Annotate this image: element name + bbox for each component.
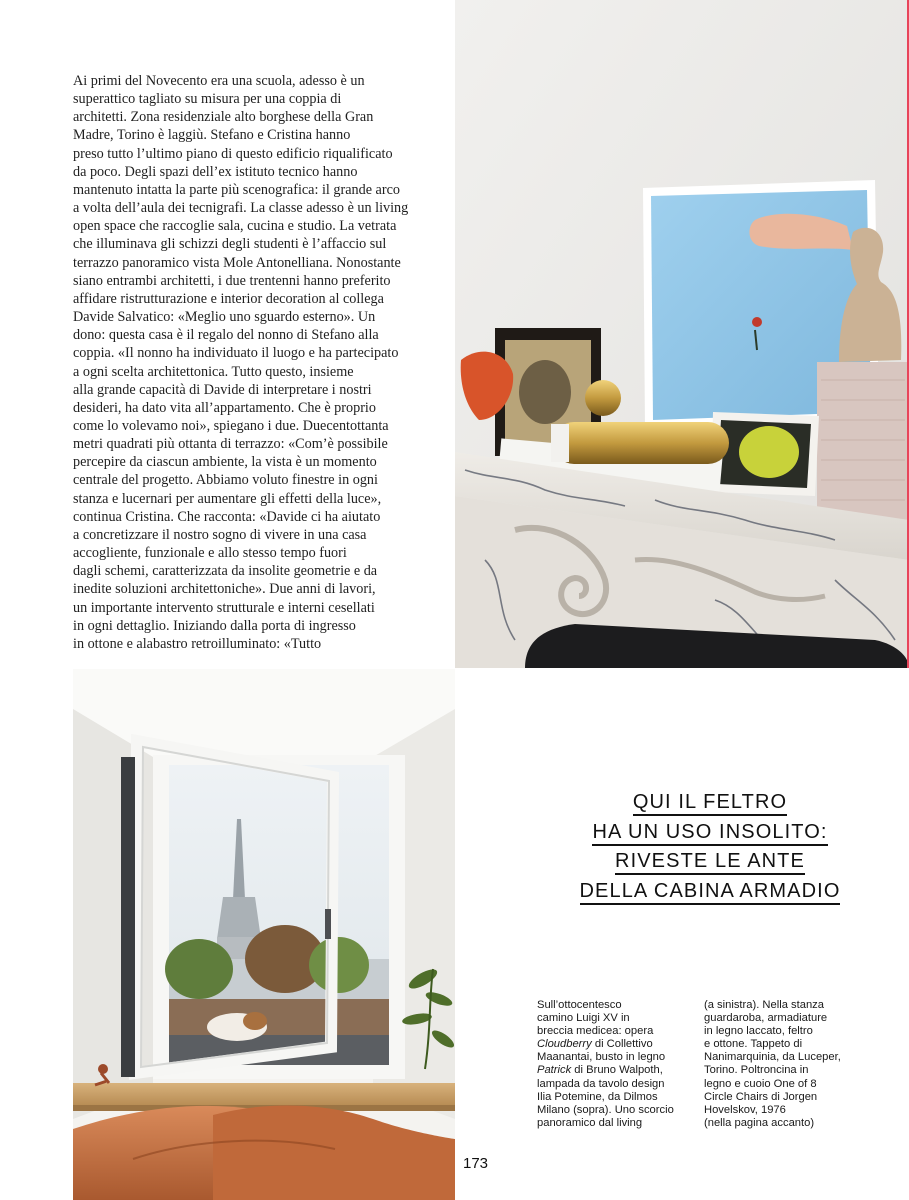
- article-line: continua Cristina. Che racconta: «Davide ci ha aiutato: [73, 508, 381, 525]
- article-line: affidare ristrutturazione e interior decoration al collega: [73, 290, 384, 307]
- article-line: che illuminava gli schizzi degli studenti è l’affaccio sul: [73, 236, 387, 253]
- caption-line: Torino. Poltroncina in: [704, 1064, 809, 1077]
- caption-line: Ilia Potemine, da Dilmos: [537, 1090, 658, 1103]
- article-line: superattico tagliato su misura per una coppia di: [73, 91, 342, 108]
- article-line: a ogni scelta architettonica. Tutto questo, insieme: [73, 363, 354, 380]
- article-line: Ai primi del Novecento era una scuola, adesso è un: [73, 73, 365, 89]
- article-line: terrazzo panoramico vista Mole Antonelliana. Nonostante: [73, 254, 401, 271]
- article-line: percepire da ciascun ambiente, la vista è un momento: [73, 454, 377, 471]
- pull-quote-line: QUI IL FELTRO: [540, 788, 880, 818]
- page-number: 173: [463, 1155, 489, 1172]
- article-line: centrale del progetto. Abbiamo voluto finestre in ogni: [73, 472, 378, 489]
- article-line: in ottone e alabastro retroilluminato: «Tutto: [73, 635, 322, 652]
- article-line: un importante intervento strutturale e interni cesellati: [73, 599, 375, 616]
- pull-quote-line: DELLA CABINA ARMADIO: [540, 877, 880, 907]
- caption-line: (nella pagina accanto): [704, 1116, 815, 1129]
- caption-line: Circle Chairs di Jorgen: [704, 1090, 818, 1103]
- article-line: stanza e lucernari per aumentare gli effetti della luce»,: [73, 490, 382, 507]
- article-line: inedite soluzioni architettoniche». Due anni di lavori,: [73, 581, 376, 598]
- caption-line: guardaroba, armadiature: [704, 1012, 828, 1025]
- caption-line: breccia medicea: opera: [537, 1025, 654, 1038]
- article-line: Davide Salvatico: «Meglio uno sguardo esterno». Un: [73, 309, 376, 326]
- pull-quote-line: HA UN USO INSOLITO:: [540, 818, 880, 848]
- article-line: architetti. Zona residenziale alto borghese della Gran: [73, 109, 374, 126]
- window-photo: [73, 669, 455, 1200]
- article-line: da poco. Degli spazi dell’ex istituto tecnico hanno: [73, 163, 358, 180]
- article-line: Madre, Torino è laggiù. Stefano e Cristina hanno: [73, 127, 351, 144]
- article-line: dagli schemi, caratterizzata da insolite geometrie e da: [73, 563, 378, 580]
- caption-line: Sull’ottocentesco: [537, 999, 622, 1011]
- article-line: a concretizzare il nostro sogno di vivere in una casa: [73, 526, 367, 543]
- caption-line: Cloudberry di Collettivo: [537, 1038, 653, 1051]
- article-body: [73, 72, 411, 653]
- photo-caption-right: [704, 999, 866, 1130]
- article-line: accogliente, funzionale e allo stesso tempo fuori: [73, 545, 347, 562]
- caption-line: in legno laccato, feltro: [704, 1025, 813, 1038]
- article-line: metri quadrati più ottanta di terrazzo: «Com’è possibile: [73, 436, 388, 453]
- article-line: dono: questa casa è il regalo del nonno di Stefano alla: [73, 327, 379, 344]
- article-line: siano entrambi architetti, i due trentenni hanno preferito: [73, 272, 391, 289]
- photo-caption-left: [537, 999, 699, 1130]
- caption-line: Patrick di Bruno Walpoth,: [537, 1064, 663, 1077]
- article-line: open space che raccoglie sala, cucina e studio. La vetrata: [73, 218, 397, 235]
- article-line: in ogni dettaglio. Iniziando dalla porta di ingresso: [73, 617, 356, 634]
- caption-line: lampada da tavolo design: [537, 1077, 665, 1090]
- caption-line: Milano (sopra). Uno scorcio: [537, 1103, 674, 1116]
- pull-quote: [540, 788, 880, 906]
- mantel-photo: [455, 0, 909, 668]
- pull-quote-line: RIVESTE LE ANTE: [540, 847, 880, 877]
- article-line: preso tutto l’ultimo piano di questo edificio riqualificato: [73, 145, 393, 162]
- article-line: desideri, ha dato vita all’appartamento. Che è proprio: [73, 399, 376, 416]
- caption-line: Maanantai, busto in legno: [537, 1051, 666, 1064]
- artwork-title: Cloudberry: [537, 1038, 592, 1051]
- caption-line: (a sinistra). Nella stanza: [704, 999, 824, 1011]
- caption-line: panoramico dal living: [537, 1116, 643, 1129]
- caption-line: camino Luigi XV in: [537, 1012, 630, 1025]
- artwork-title: Patrick: [537, 1064, 572, 1077]
- article-line: mantenuto intatta la parte più scenografica: il grande arco: [73, 181, 400, 198]
- article-line: coppia. «Il nonno ha individuato il luogo e ha partecipato: [73, 345, 399, 362]
- article-line: come lo volevamo noi», spiegano i due. Duecentottanta: [73, 417, 389, 434]
- caption-line: legno e cuoio One of 8: [704, 1077, 817, 1090]
- caption-line: Hovelskov, 1976: [704, 1103, 786, 1116]
- caption-line: e ottone. Tappeto di: [704, 1038, 803, 1051]
- article-line: a volta dell’aula dei tecnigrafi. La classe adesso è un living: [73, 200, 409, 217]
- article-line: alla grande capacità di Davide di interpretare i nostri: [73, 381, 372, 398]
- caption-line: Nanimarquinia, da Luceper,: [704, 1051, 841, 1064]
